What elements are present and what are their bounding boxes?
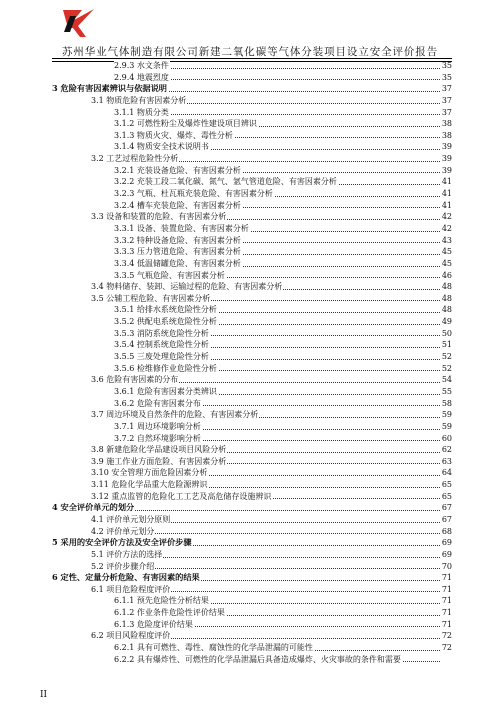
toc-entry-label: 6.1 项目危险程度评价: [91, 584, 171, 594]
toc-entry-page: 42: [441, 212, 452, 222]
toc-entry-label: 3.12 重点监管的危险化工工艺及高危储存设施辨识: [91, 491, 272, 501]
toc-entry-page: 71: [441, 619, 452, 629]
toc-entry-label: 3.6.2 危险有害因素分布: [114, 398, 201, 408]
toc-entry-page: 41: [441, 177, 452, 187]
toc-entry-page: 48: [441, 305, 452, 315]
toc-entry-label: 6.1.3 危险度评价结果: [114, 619, 193, 629]
toc-entry-page: 54: [441, 375, 452, 385]
toc-entry-label: 3.7 周边环境及自然条件的危险、有害因素分析: [91, 410, 259, 420]
toc-entry-label: 3.9 施工作业方面危险、有害因素分析: [91, 456, 227, 466]
toc-entry-label: 3 危险有害因素辨识与依据说明: [52, 83, 167, 94]
toc-entry-page: 55: [441, 386, 452, 396]
toc-entry-label: 3.3 设备和装置的危险、有害因素分析: [91, 212, 227, 222]
toc-entry-page: 70: [441, 561, 452, 571]
toc-entry-page: 48: [441, 282, 452, 292]
toc-entry-label: 6.2 项目风险程度评价: [91, 631, 171, 641]
toc-entry-page: 38: [441, 130, 452, 140]
toc-entry-label: 4 安全评价单元的划分: [52, 502, 135, 513]
toc-entry-label: 3.7.2 自然环境影响分析: [114, 433, 201, 443]
toc-entry-page: 37: [441, 95, 452, 105]
toc-entry-page: 71: [441, 573, 452, 583]
toc-entry-label: 5 采用的安全评价方法及安全评价步骤: [52, 537, 192, 548]
toc-entry-page: 64: [441, 468, 452, 478]
toc-entry-page: 69: [441, 538, 452, 548]
toc-entry-page: 65: [441, 491, 452, 501]
toc-entry-page: 67: [441, 503, 452, 513]
toc-entry-page: 52: [441, 363, 452, 373]
toc-entry-label: 3.5.4 控制系统危险性分析: [114, 340, 209, 350]
toc-entry-page: 38: [441, 119, 452, 129]
toc-entry-page: 63: [441, 456, 452, 466]
toc-entry-label: 3.6 危险有害因素的分布: [91, 375, 179, 385]
toc-entry-label: 6.2.2 具有爆炸性、可燃性的化学品泄漏后具备造成爆炸、火灾事故的条件和需要: [114, 654, 401, 664]
toc-entry-label: 3.1.4 物质安全技术说明书: [114, 142, 209, 152]
toc-entry-label: 3.3.2 特种设备危险、有害因素分析: [114, 235, 241, 245]
toc-entry-page: 58: [441, 398, 452, 408]
toc-entry-page: 60: [441, 433, 452, 443]
toc-entry-label: 3.3.4 低温储罐危险、有害因素分析: [114, 258, 241, 268]
toc-entry-page: 46: [441, 270, 452, 280]
toc-entry[interactable]: [52, 654, 452, 666]
toc-entry-page: 65: [441, 480, 452, 490]
toc-entry-label: 6 定性、定量分析危险、有害因素的结果: [52, 572, 200, 583]
toc-entry-page: 48: [441, 293, 452, 303]
toc-entry-label: 6.1.1 预先危险性分析结果: [114, 596, 209, 606]
toc-entry-page: 35: [441, 72, 452, 82]
toc-entry-page: 39: [441, 142, 452, 152]
toc-entry-label: 3.5.2 供配电系统危险性分析: [114, 317, 217, 327]
toc-entry-label: 3.7.1 周边环境影响分析: [114, 421, 201, 431]
toc-entry-page: 59: [441, 421, 452, 431]
toc-entry-label: 6.2.1 具有可燃性、毒性、腐蚀性的化学品泄漏的可能性: [114, 643, 313, 653]
toc-entry-page: 72: [441, 631, 452, 641]
toc-entry-page: 41: [441, 189, 452, 199]
toc-entry-page: 67: [441, 514, 452, 524]
toc-entry-label: 2.9.4 地震烈度: [114, 72, 169, 82]
toc-entry-page: 69: [441, 549, 452, 559]
toc-entry-page: 62: [441, 445, 452, 455]
report-header-title: 苏州华业气体制造有限公司新建二氧化碳等气体分装项目设立安全评价报告: [61, 46, 439, 58]
toc-entry-label: 3.5 公辅工程危险、有害因素分析: [91, 293, 211, 303]
toc-entry-label: 3.1.3 物质火灾、爆炸、毒性分析: [114, 130, 233, 140]
toc-entry-label: 3.5.3 消防系统危险性分析: [114, 328, 209, 338]
toc-entry-label: 2.9.3 水文条件: [114, 61, 169, 70]
toc-entry-label: 3.5.1 给排水系统危险性分析: [114, 305, 217, 315]
toc-entry-page: 68: [441, 526, 452, 536]
toc-entry-page: 37: [441, 107, 452, 117]
toc-entry-label: 3.8 新建危险化学品建设项目风险分析: [91, 445, 227, 455]
toc-entry-page: 45: [441, 258, 452, 268]
toc-entry-page: 71: [441, 596, 452, 606]
toc-entry-label: 3.11 危险化学品重大危险源辨识: [91, 480, 208, 490]
toc-entry-label: 4.1 评价单元划分原则: [91, 514, 171, 524]
toc-entry-page: 72: [441, 643, 452, 653]
toc-entry-page: 51: [441, 340, 452, 350]
toc-entry-page: 39: [441, 165, 452, 175]
toc-entry-label: 3.10 安全管理方面危险因素分析: [91, 468, 208, 478]
toc-entry-page: 35: [441, 61, 452, 70]
table-of-contents: [52, 60, 452, 665]
toc-entry-label: 5.2 评价步骤介绍: [91, 561, 155, 571]
toc-entry-label: 3.1 物质危险有害因素分析: [91, 95, 187, 105]
toc-entry-page: 49: [441, 317, 452, 327]
toc-entry-label: 3.2.2 充装工段二氧化碳、氮气、氩气管道危险、有害因素分析: [114, 177, 337, 187]
toc-entry-label: 3.3.3 压力管道危险、有害因素分析: [114, 247, 241, 257]
toc-entry-page: 71: [441, 584, 452, 594]
toc-entry-label: 6.1.2 作业条件危险性评价结果: [114, 608, 225, 618]
toc-entry-page: 39: [441, 154, 452, 164]
company-logo: [60, 6, 100, 40]
toc-entry-label: 3.2.1 充装设备危险、有害因素分析: [114, 165, 241, 175]
toc-entry-label: 3.5.6 检维修作业危险性分析: [114, 363, 217, 373]
toc-entry-page: 37: [441, 84, 452, 94]
toc-entry-label: 3.2.4 槽车充装危险、有害因素分析: [114, 200, 241, 210]
toc-entry-label: 3.2 工艺过程危险性分析: [91, 154, 179, 164]
toc-entry-page: 43: [441, 235, 452, 245]
toc-entry-label: 3.1.2 可燃性粉尘及爆炸性建设项目辨识: [114, 119, 257, 129]
toc-entry-page: 41: [441, 200, 452, 210]
toc-entry-page: 42: [441, 223, 452, 233]
toc-entry-label: 5.1 评价方法的选择: [91, 549, 163, 559]
toc-entry-label: 3.3.1 设备、装置危险、有害因素分析: [114, 223, 249, 233]
toc-entry-label: 3.1.1 物质分类: [114, 107, 169, 117]
toc-entry-page: 45: [441, 247, 452, 257]
toc-entry-label: 3.2.3 气瓶、杜瓦瓶充装危险、有害因素分析: [114, 189, 273, 199]
toc-entry-label: 4.2 评价单元划分: [91, 526, 155, 536]
toc-entry-label: 3.6.1 危险有害因素分类辨识: [114, 386, 217, 396]
toc-entry-label: 3.4 物料储存、装卸、运输过程的危险、有害因素分析: [91, 282, 283, 292]
toc-entry-page: 50: [441, 328, 452, 338]
toc-entry-page: 52: [441, 352, 452, 362]
toc-entry-label: 3.3.5 气瓶危险、有害因素分析: [114, 270, 225, 280]
toc-entry-page: 59: [441, 410, 452, 420]
page-number: II: [40, 690, 48, 700]
toc-entry-label: 3.5.5 三废处理危险性分析: [114, 352, 209, 362]
toc-entry-page: 71: [441, 608, 452, 618]
